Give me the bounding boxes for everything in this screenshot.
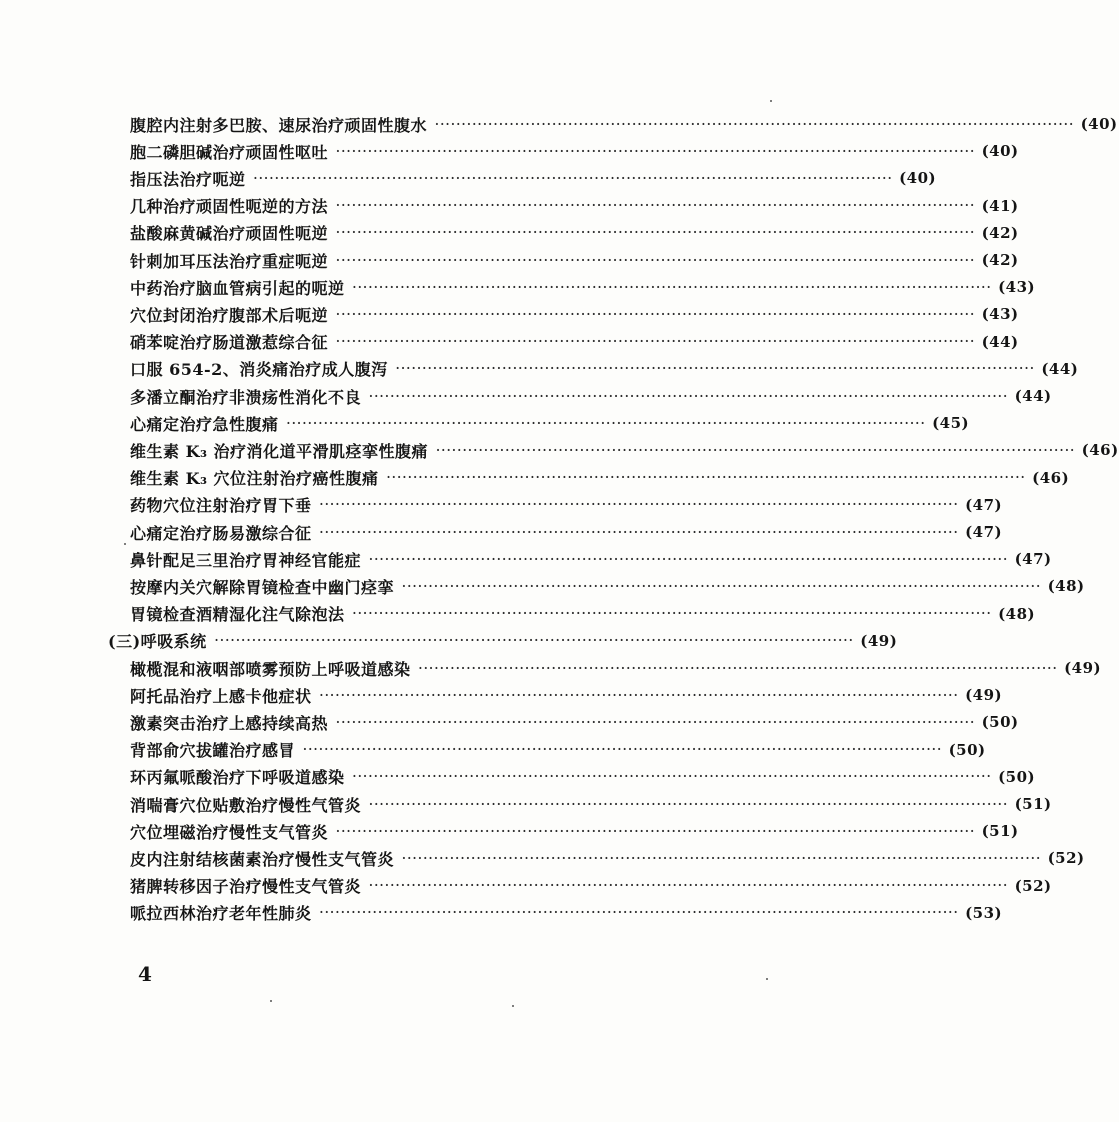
toc-entry-title: 心痛定治疗急性腹痛: [130, 414, 279, 434]
toc-entry: [130, 356, 1079, 382]
toc-entry-page: (49): [1064, 659, 1102, 677]
toc-leader-dots: ························································································································: [336, 335, 976, 349]
toc-leader-dots: ························································································································: [352, 607, 993, 621]
toc-entry-title: 皮内注射结核菌素治疗慢性支气管炎: [130, 849, 395, 869]
toc-entry-title: 背部俞穴拔罐治疗感冒: [130, 741, 296, 761]
toc-entry-title: (三)呼吸系统: [108, 632, 207, 652]
toc-leader-dots: ························································································································: [352, 770, 993, 784]
toc-entry-page: (47): [965, 523, 1003, 541]
toc-entry-title: 猪脾转移因子治疗慢性支气管炎: [130, 877, 362, 897]
toc-entry: [130, 546, 1052, 572]
toc-entry: [130, 709, 1019, 735]
toc-entry-title: 维生素 K₃ 治疗消化道平滑肌痉挛性腹痛: [130, 441, 429, 461]
toc-entry-page: (49): [965, 686, 1003, 705]
toc-entry-title: 穴位封闭治疗腹部术后呃逆: [130, 305, 329, 325]
scan-speck: [766, 978, 768, 980]
toc-entry-title: 腹腔内注射多巴胺、速尿治疗顽固性腹水: [130, 115, 428, 135]
toc-leader-dots: ························································································································: [253, 171, 894, 185]
toc-entry-title: 盐酸麻黄碱治疗顽固性呃逆: [130, 224, 329, 244]
toc-entry-title: 心痛定治疗肠易激综合征: [130, 523, 312, 543]
toc-entry-page: (44): [1041, 359, 1079, 378]
toc-entry: [130, 492, 1003, 518]
toc-leader-dots: ························································································································: [395, 362, 1036, 376]
toc-entry-page: (46): [1032, 468, 1070, 487]
toc-entry-title: 针刺加耳压法治疗重症呃逆: [130, 251, 329, 271]
toc-entry-title: 哌拉西林治疗老年性肺炎: [130, 904, 312, 924]
toc-entry-title: 硝苯啶治疗肠道激惹综合征: [130, 333, 329, 353]
toc-leader-dots: ························································································································: [336, 307, 976, 321]
toc-entry: [130, 818, 1019, 844]
toc-entry-page: (49): [860, 631, 898, 650]
toc-leader-dots: ························································································································: [336, 226, 976, 240]
toc-leader-dots: ························································································································: [303, 743, 943, 757]
toc-entry: [130, 437, 1119, 463]
toc-entry-page: (42): [981, 251, 1019, 269]
toc-leader-dots: ························································································································: [386, 471, 1027, 485]
toc-section-heading: [108, 628, 898, 654]
scan-speck: [770, 100, 772, 102]
toc-entry-title: 按摩内关穴解除胃镜检查中幽门痉挛: [130, 577, 395, 597]
toc-entry-page: (48): [998, 604, 1036, 623]
toc-entry: [130, 682, 1003, 708]
toc-entry-page: (40): [1080, 115, 1118, 133]
toc-leader-dots: ························································································································: [286, 416, 927, 430]
toc-entry: [130, 764, 1036, 790]
toc-entry-title: 多潘立酮治疗非溃疡性消化不良: [130, 387, 362, 407]
toc-entry: [130, 873, 1052, 899]
toc-entry-page: (50): [998, 767, 1036, 786]
toc-leader-dots: ························································································································: [319, 688, 960, 702]
toc-entry: [130, 383, 1052, 409]
toc-entry-title: 穴位埋磁治疗慢性支气管炎: [130, 822, 329, 842]
toc-entry-title: 胞二磷胆碱治疗顽固性呕吐: [130, 142, 329, 162]
toc-entry: [130, 845, 1085, 871]
toc-leader-dots: ························································································································: [336, 824, 976, 838]
toc-entry-title: 中药治疗脑血管病引起的呃逆: [130, 278, 345, 298]
toc-leader-dots: ························································································································: [336, 253, 976, 267]
toc-leader-dots: ························································································································: [402, 851, 1042, 865]
toc-entry-page: (50): [948, 740, 986, 759]
toc-entry: [130, 247, 1019, 273]
toc-entry-page: (44): [1014, 387, 1052, 405]
toc-entry-page: (43): [981, 305, 1019, 324]
toc-entry-title: 橄榄混和液咽部喷雾预防上呼吸道感染: [130, 659, 411, 679]
toc-leader-dots: ························································································································: [336, 144, 976, 158]
toc-entry-page: (43): [998, 278, 1036, 297]
toc-entry-page: (52): [1047, 849, 1085, 868]
toc-entry-page: (48): [1047, 577, 1085, 596]
toc-leader-dots: ························································································································: [418, 661, 1059, 675]
toc-entry: [130, 465, 1070, 491]
toc-entry-page: (46): [1081, 441, 1119, 460]
toc-entry: [130, 301, 1019, 327]
toc-entry-page: (53): [965, 903, 1003, 922]
toc-entry: [130, 900, 1003, 926]
toc-entry: [130, 573, 1085, 599]
toc-entry-page: (45): [932, 414, 970, 433]
page-number: 4: [138, 962, 152, 986]
toc-entry-title: 口服 654-2、消炎痛治疗成人腹泻: [130, 360, 388, 380]
toc-entry: [130, 138, 1019, 164]
toc-entry-title: 消喘膏穴位贴敷治疗慢性气管炎: [130, 795, 362, 815]
toc-leader-dots: ························································································································: [352, 280, 993, 294]
toc-entry: [130, 601, 1036, 627]
scan-speck: [270, 1000, 272, 1002]
toc-leader-dots: ························································································································: [319, 906, 960, 920]
toc-entry-page: (41): [981, 196, 1019, 215]
toc-leader-dots: ························································································································: [319, 525, 960, 539]
toc-entry: [130, 655, 1102, 681]
toc-entry-page: (52): [1014, 876, 1052, 895]
toc-entry: [130, 193, 1019, 219]
toc-leader-dots: ························································································································: [336, 199, 976, 213]
toc-entry-page: (51): [1014, 795, 1052, 813]
scan-speck: [512, 1005, 514, 1007]
toc-entry-title: 药物穴位注射治疗胃下垂: [130, 496, 312, 516]
toc-entry: [130, 737, 986, 763]
toc-entry: [130, 165, 937, 191]
toc-entry-page: (47): [1014, 550, 1052, 569]
toc-entry-title: 胃镜检查酒精湿化注气除泡法: [130, 605, 345, 625]
toc-entry: [130, 111, 1118, 137]
toc-entry-title: 激素突击治疗上感持续高热: [130, 713, 329, 733]
toc-leader-dots: ························································································································: [369, 552, 1009, 566]
toc-leader-dots: ························································································································: [319, 498, 960, 512]
toc-entry-page: (40): [899, 169, 937, 188]
toc-entry-page: (47): [965, 495, 1003, 514]
toc-entry-title: 环丙氟哌酸治疗下呼吸道感染: [130, 768, 345, 788]
toc-entry-page: (50): [981, 713, 1019, 732]
toc-leader-dots: ························································································································: [369, 797, 1009, 811]
toc-entry-page: (42): [981, 223, 1019, 242]
toc-leader-dots: ························································································································: [336, 715, 976, 729]
toc-entry: [130, 519, 1003, 545]
toc-entry: [130, 274, 1036, 300]
toc-entry-title: 阿托品治疗上感卡他症状: [130, 686, 312, 706]
toc-leader-dots: ························································································································: [402, 579, 1042, 593]
toc-entry-page: (40): [981, 142, 1019, 161]
toc-leader-dots: ························································································································: [214, 634, 855, 648]
toc-leader-dots: ························································································································: [369, 389, 1009, 403]
toc-entry: [130, 329, 1019, 355]
toc-entry-title: 几种治疗顽固性呃逆的方法: [130, 197, 329, 217]
toc-leader-dots: ························································································································: [436, 443, 1076, 457]
toc-entry-title: 维生素 K₃ 穴位注射治疗癌性腹痛: [130, 469, 379, 489]
toc-entry-title: 鼻针配足三里治疗胃神经官能症: [130, 550, 362, 570]
toc-entry-title: 指压法治疗呃逆: [130, 169, 246, 189]
toc-entry: [130, 410, 970, 436]
scan-speck: [124, 543, 126, 545]
toc-entry: [130, 220, 1019, 246]
toc-leader-dots: ························································································································: [435, 117, 1075, 131]
toc-entry-page: (51): [981, 822, 1019, 841]
toc-entry: [130, 791, 1052, 817]
toc-entry-page: (44): [981, 332, 1019, 351]
toc-leader-dots: ························································································································: [369, 879, 1009, 893]
